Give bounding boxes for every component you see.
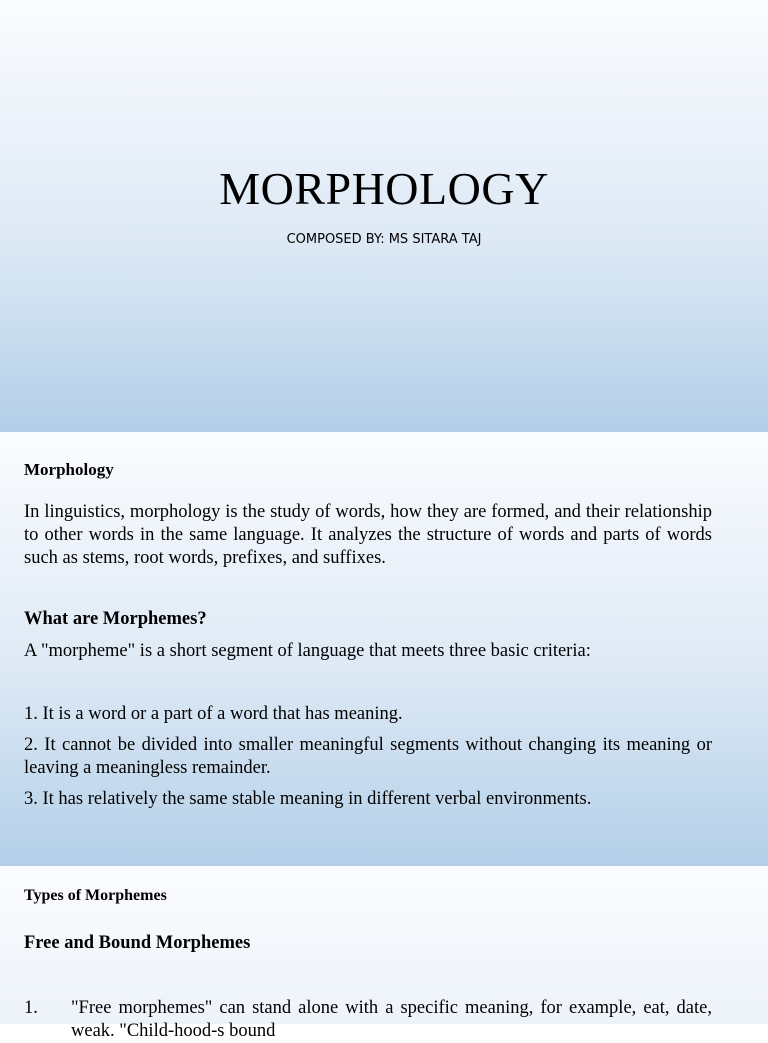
intro-paragraph: In linguistics, morphology is the study of words, how they are formed, and their relationship to other words in the same language. It analyzes the structure of words and parts of words such as stems, root words, prefixes, and suffixes. [24,502,712,568]
types-slide [0,866,768,1041]
subheading: What are Morphemes? [24,609,207,629]
section-heading: Types of Morphemes [24,887,167,904]
list-item-text: "Free morphemes" can stand alone with a specific meaning, for example, eat, date, weak. "Child-hood-s bound [71,998,712,1041]
list-item-number: 1. [24,998,38,1018]
definition-paragraph: A "morpheme" is a short segment of language that meets three basic criteria: [24,641,591,661]
criteria-item-1: 1. It is a word or a part of a word that has meaning. [24,704,403,724]
subheading: Free and Bound Morphemes [24,933,251,953]
criteria-item-3: 3. It has relatively the same stable meaning in different verbal environments. [24,789,592,809]
slide-title: MORPHOLOGY [219,163,549,214]
morphology-slide [0,432,768,866]
list-item [24,997,712,1043]
slide-subtitle: COMPOSED BY: MS SITARA TAJ [286,232,482,247]
section-heading: Morphology [24,460,114,479]
criteria-item-2: 2. It cannot be divided into smaller meaningful segments without changing its meaning or leaving a meaningless remainder. [24,735,712,778]
title-slide [0,0,768,432]
